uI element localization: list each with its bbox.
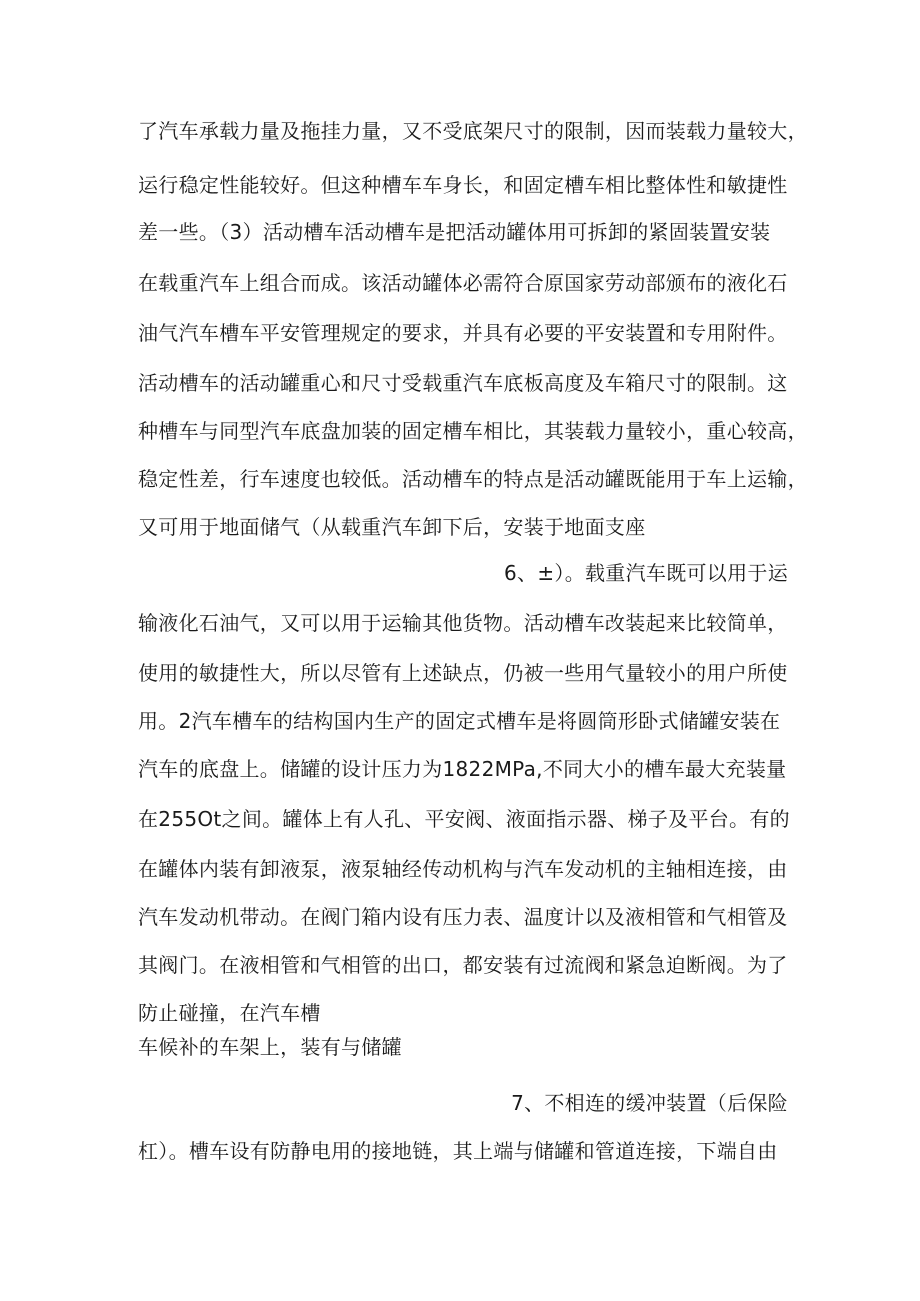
text-line: 汽车发动机带动。在阀门箱内设有压力表、温度计以及液相管和气相管及 <box>138 905 788 929</box>
text-line: 在255Ot之间。罐体上有人孔、平安阀、液面指示器、梯子及平台。有的 <box>138 807 790 831</box>
text-line: 汽车的底盘上。储罐的设计压力为1822MPa,不同大小的槽车最大充装量 <box>138 757 787 781</box>
text-line: 用。2汽车槽车的结构国内生产的固定式槽车是将圆筒形卧式储罐安装在 <box>138 709 781 733</box>
text-line: 稳定性差，行车速度也较低。活动槽车的特点是活动罐既能用于车上运输， <box>138 467 808 491</box>
text-line: 差一些。（3）活动槽车活动槽车是把活动罐体用可拆卸的紧固装置安装 <box>138 220 771 244</box>
text-line: 其阀门。在液相管和气相管的出口，都安装有过流阀和紧急迫断阀。为了 <box>138 953 788 977</box>
text-line: 在载重汽车上组合而成。该活动罐体必需符合原国家劳动部颁布的液化石 <box>138 271 788 295</box>
text-line: 车候补的车架上，装有与储罐 <box>138 1035 402 1059</box>
text-line: 种槽车与同型汽车底盘加装的固定槽车相比，其装载力量较小，重心较高， <box>138 419 808 443</box>
text-line: 杠）。槽车设有防静电用的接地链，其上端与储罐和管道连接，下端自由 <box>138 1139 778 1163</box>
text-line: 在罐体内装有卸液泵，液泵轴经传动机构与汽车发动机的主轴相连接，由 <box>138 857 788 881</box>
text-line: 防止碰撞，在汽车槽 <box>138 1001 321 1025</box>
text-line-right: 7、不相连的缓冲装置（后保险 <box>511 1091 788 1115</box>
text-line: 又可用于地面储气（从载重汽车卸下后，安装于地面支座 <box>138 515 646 539</box>
text-line-right: 6、±）。载重汽车既可以用于运 <box>504 561 788 585</box>
text-line: 了汽车承载力量及拖挂力量，又不受底架尺寸的限制，因而装载力量较大， <box>138 119 808 143</box>
text-line: 运行稳定性能较好。但这种槽车车身长，和固定槽车相比整体性和敏捷性 <box>138 173 788 197</box>
text-line: 油气汽车槽车平安管理规定的要求，并具有必要的平安装置和专用附件。 <box>138 321 788 345</box>
text-line: 输液化石油气，又可以用于运输其他货物。活动槽车改装起来比较简单， <box>138 611 788 635</box>
text-line: 活动槽车的活动罐重心和尺寸受载重汽车底板高度及车箱尺寸的限制。这 <box>138 371 788 395</box>
text-line: 使用的敏捷性大，所以尽管有上述缺点，仍被一些用气量较小的用户所使 <box>138 661 788 685</box>
